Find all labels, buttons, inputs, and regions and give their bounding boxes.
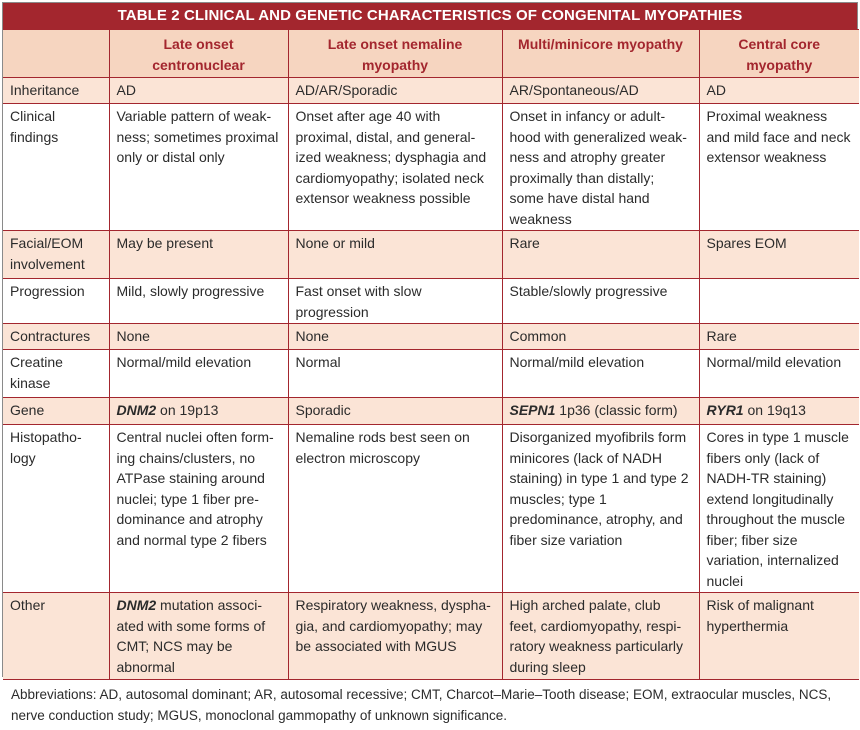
table-cell: Common (502, 324, 699, 350)
table-cell: AR/Spontaneous/AD (502, 78, 699, 104)
gene-location: on 19q13 (744, 402, 806, 418)
row-label-gene: Gene (3, 398, 109, 425)
table-cell: Central nuclei often forming chains/clusters, no ATPase staining around nuclei; type 1 fiber predominance and atrophy and normal type 2 fibers (109, 425, 288, 593)
table-cell: Onset in infancy or adulthood with generalized weakness and atrophy greater proximally than distally; some have distal hand weakness (502, 104, 699, 231)
row-label-creatine-kinase: Creatine kinase (3, 350, 109, 398)
table-title: TABLE 2 CLINICAL AND GENETIC CHARACTERISTICS OF CONGENITAL MYOPATHIES (3, 3, 857, 29)
table-frame (2, 2, 858, 677)
table-cell: Onset after age 40 with proximal, distal, and generalized weakness; dysphagia and cardiomyopathy; isolated neck extensor weakness possible (288, 104, 502, 231)
cell-text: mutation associated with some forms of CMT; NCS may be abnormal (117, 597, 266, 675)
table-row (3, 425, 859, 593)
gene-symbol: RYR1 (707, 402, 744, 418)
table-cell: Variable pattern of weakness; sometimes proximal only or distal only (109, 104, 288, 231)
table-cell: Proximal weakness and mild face and neck extensor weakness (699, 104, 859, 231)
table-cell: Rare (699, 324, 859, 350)
table-cell: Risk of malignant hyperthermia (699, 593, 859, 680)
column-header-blank (3, 30, 109, 78)
table-cell: None (288, 324, 502, 350)
table-cell: Cores in type 1 muscle fibers only (lack of NADH-TR staining) extend longitudinally throughout the muscle fiber; fiber size variation, internalized nuclei (699, 425, 859, 593)
table-row (3, 398, 859, 425)
table-cell: Respiratory weakness, dysphagia, and cardiomyopathy; may be associated with MGUS (288, 593, 502, 680)
gene-symbol: SEPN1 (510, 402, 556, 418)
column-header-centronuclear: Late onset centronuclear (109, 30, 288, 78)
gene-location: Sporadic (296, 402, 351, 418)
table-cell: Nemaline rods best seen on electron microscopy (288, 425, 502, 593)
table-cell: Normal/mild elevation (502, 350, 699, 398)
row-label-facial-eom: Facial/EOM involvement (3, 231, 109, 279)
abbreviations-footnote: Abbreviations: AD, autosomal dominant; AR, autosomal recessive; CMT, Charcot–Marie–Tooth disease; EOM, extraocular muscles, NCS, nerve conduction study; MGUS, monoclonal gammopathy of unknown significance. (3, 680, 859, 730)
header-row (3, 30, 859, 78)
row-label-other: Other (3, 593, 109, 680)
table-row (3, 104, 859, 231)
row-label-contractures: Contractures (3, 324, 109, 350)
row-label-histopathology: Histopathology (3, 425, 109, 593)
table-row (3, 324, 859, 350)
column-header-central-core: Central core myopathy (699, 30, 859, 78)
table-cell (699, 279, 859, 324)
table-cell: AD (699, 78, 859, 104)
row-label-inheritance: Inheritance (3, 78, 109, 104)
column-header-minicore: Multi/minicore myopathy (502, 30, 699, 78)
table-cell: Disorganized myofibrils form minicores (lack of NADH staining) in type 1 and type 2 muscles; type 1 predominance, atrophy, and fiber size variation (502, 425, 699, 593)
table-cell: AD (109, 78, 288, 104)
table-row (3, 279, 859, 324)
table-row (3, 350, 859, 398)
table-cell (109, 398, 288, 425)
gene-symbol: DNM2 (117, 402, 157, 418)
row-label-clinical-findings: Clinical findings (3, 104, 109, 231)
footnote-row (3, 680, 859, 730)
gene-location: on 19p13 (156, 402, 218, 418)
table-cell: High arched palate, club feet, cardiomyopathy, respiratory weakness particularly during sleep (502, 593, 699, 680)
gene-symbol: DNM2 (117, 597, 157, 613)
table-cell: May be present (109, 231, 288, 279)
row-label-progression: Progression (3, 279, 109, 324)
myopathy-table (3, 29, 859, 730)
table-cell: None or mild (288, 231, 502, 279)
table-cell: Fast onset with slow progression (288, 279, 502, 324)
table-cell (109, 593, 288, 680)
table-cell: Normal/mild elevation (109, 350, 288, 398)
table-cell: None (109, 324, 288, 350)
table-cell: Spares EOM (699, 231, 859, 279)
column-header-nemaline: Late onset nemaline myopathy (288, 30, 502, 78)
table-cell (288, 398, 502, 425)
table-row (3, 78, 859, 104)
table-cell: AD/AR/Sporadic (288, 78, 502, 104)
table-cell: Rare (502, 231, 699, 279)
table-cell: Normal (288, 350, 502, 398)
table-cell: Normal/mild elevation (699, 350, 859, 398)
table-cell (502, 398, 699, 425)
table-cell: Stable/slowly progressive (502, 279, 699, 324)
table-cell (699, 398, 859, 425)
table-cell: Mild, slowly progressive (109, 279, 288, 324)
table-row (3, 231, 859, 279)
table-row (3, 593, 859, 680)
gene-location: 1p36 (classic form) (555, 402, 677, 418)
